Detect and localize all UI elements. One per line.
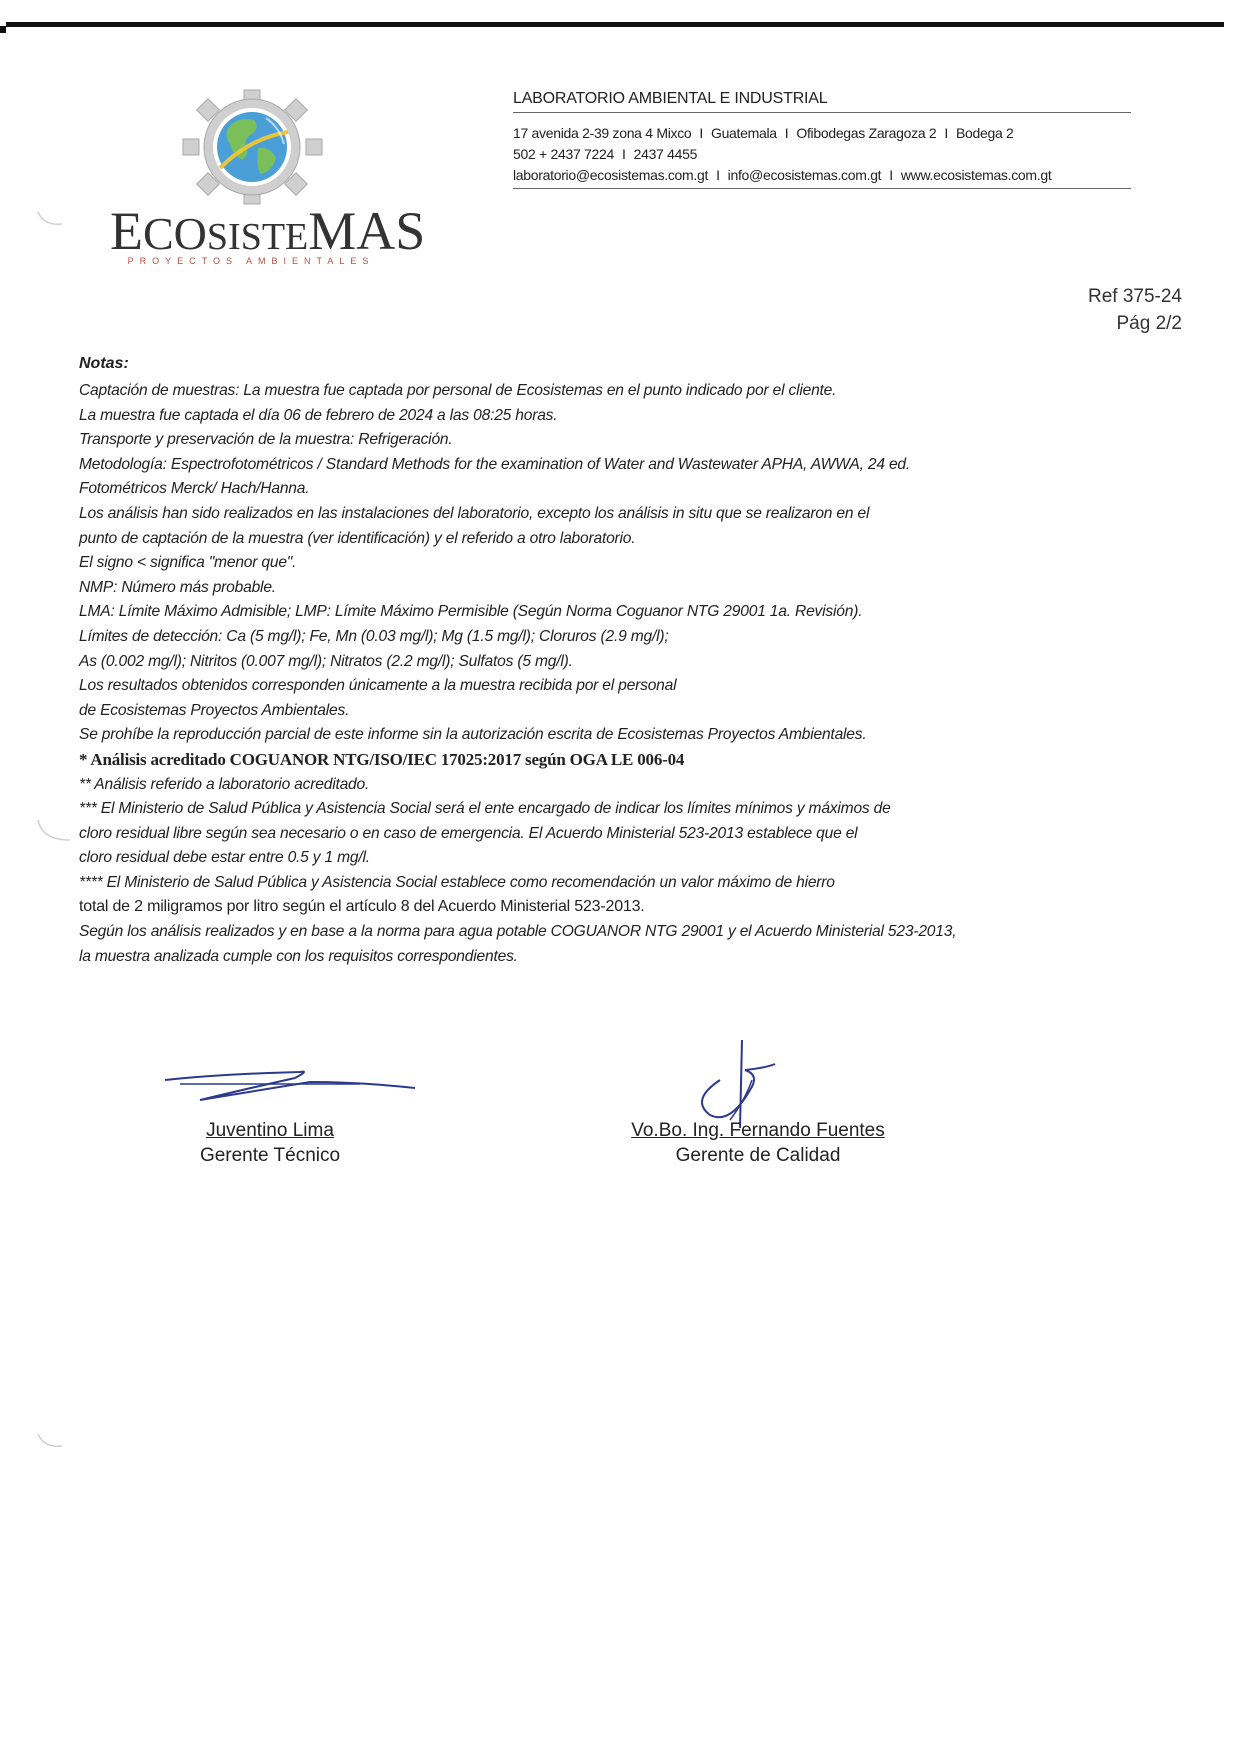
top-border-rule	[6, 22, 1224, 27]
signature-juventino-lima	[160, 1060, 420, 1110]
logo-wordmark: ECOSISTEMAS	[110, 201, 426, 261]
lab-name: LABORATORIO AMBIENTAL E INDUSTRIAL	[513, 90, 1131, 113]
email-link[interactable]: laboratorio@ecosistemas.com.gt	[513, 167, 709, 183]
page-number: Pág 2/2	[1116, 313, 1182, 334]
conclusion-note: Según los análisis realizados y en base a la norma para agua potable COGUANOR NTG 29001 y el Acuerdo Ministerial 523-2013,	[79, 923, 957, 941]
lab-header	[513, 90, 1131, 189]
note-line: La muestra fue captada el día 06 de febrero de 2024 a las 08:25 horas.	[79, 406, 558, 424]
address-line: 17 avenida 2-39 zona 4 Mixco I Guatemala I Ofibodegas Zaragoza 2 I Bodega 2	[513, 125, 1014, 141]
note-line: Captación de muestras: La muestra fue captada por personal de Ecosistemas en el punto indicado por el cliente.	[79, 382, 837, 399]
signature-block-technical	[180, 1118, 360, 1168]
email-link[interactable]: info@ecosistemas.com.gt	[727, 167, 882, 183]
signature-fernando-fuentes	[690, 1040, 790, 1130]
reference-block	[1088, 283, 1182, 337]
conclusion-note: la muestra analizada cumple con los requisitos correspondientes.	[79, 947, 518, 965]
phone-line: 502 + 2437 7224 I 2437 4455	[513, 146, 698, 162]
signer-name: Juventino Lima	[206, 1120, 334, 1141]
email-web-line: laboratorio@ecosistemas.com.gt I info@ecosistemas.com.gt I www.ecosistemas.com.gt	[513, 165, 1131, 189]
company-logo	[110, 88, 426, 268]
notes-title: Notas:	[79, 355, 129, 372]
chlorine-note: cloro residual libre según sea necesario o en caso de emergencia. El Acuerdo Ministerial 523-2013 establece que el	[79, 824, 858, 842]
note-line: El signo < significa "menor que".	[79, 554, 297, 572]
logo-tagline: PROYECTOS AMBIENTALES	[127, 256, 375, 266]
signer-role: Gerente Técnico	[199, 1145, 341, 1166]
note-line: NMP: Número más probable.	[79, 578, 276, 596]
note-line: As (0.002 mg/l); Nitritos (0.007 mg/l); Nitratos (2.2 mg/l); Sulfatos (5 mg/l).	[79, 652, 573, 670]
signer-name: Vo.Bo. Ing. Fernando Fuentes	[631, 1120, 885, 1141]
chlorine-note: cloro residual debe estar entre 0.5 y 1 mg/l.	[79, 849, 370, 867]
note-line: de Ecosistemas Proyectos Ambientales.	[79, 701, 350, 719]
gear-globe-icon	[180, 88, 325, 206]
note-line: punto de captación de la muestra (ver identificación) y el referido a otro laboratorio.	[79, 529, 636, 547]
note-line: Metodología: Espectrofotométricos / Standard Methods for the examination of Water and Wastewater APHA, AWWA, 24 ed.	[79, 455, 911, 473]
scan-hole-mark	[36, 208, 66, 228]
notes-section	[79, 355, 1159, 969]
scan-hole-mark	[36, 818, 72, 848]
iron-note: total de 2 miligramos por litro según el artículo 8 del Acuerdo Ministerial 523-2013.	[79, 898, 645, 916]
signature-block-quality	[618, 1118, 898, 1168]
iron-note: **** El Ministerio de Salud Pública y Asistencia Social establece como recomendación un valor máximo de hierro	[79, 873, 835, 891]
note-line: Se prohíbe la reproducción parcial de este informe sin la autorización escrita de Ecosistemas Proyectos Ambientales.	[79, 726, 867, 744]
scan-corner-mark	[0, 26, 6, 33]
reference-number: Ref 375-24	[1087, 286, 1182, 307]
accreditation-note: * Análisis acreditado COGUANOR NTG/ISO/IEC 17025:2017 según OGA LE 006-04	[79, 749, 685, 769]
signer-role: Gerente de Calidad	[675, 1145, 841, 1166]
note-line: Los resultados obtenidos corresponden únicamente a la muestra recibida por el personal	[79, 677, 677, 695]
referred-note: ** Análisis referido a laboratorio acreditado.	[79, 775, 370, 793]
note-line: Fotométricos Merck/ Hach/Hanna.	[79, 480, 310, 498]
website-link[interactable]: www.ecosistemas.com.gt	[900, 167, 1052, 183]
note-line: Límites de detección: Ca (5 mg/l); Fe, Mn (0.03 mg/l); Mg (1.5 mg/l); Cloruros (2.9 mg/l);	[79, 627, 669, 645]
note-line: LMA: Límite Máximo Admisible; LMP: Límite Máximo Permisible (Según Norma Coguanor NTG 29001 1a. Revisión).	[79, 603, 863, 621]
chlorine-note: *** El Ministerio de Salud Pública y Asistencia Social será el ente encargado de indicar los límites mínimos y máximos de	[79, 800, 891, 818]
scan-hole-mark	[36, 1430, 66, 1450]
note-line: Los análisis han sido realizados en las instalaciones del laboratorio, excepto los análisis in situ que se realizaron en el	[79, 504, 870, 522]
note-line: Transporte y preservación de la muestra: Refrigeración.	[79, 431, 453, 449]
contact-block	[513, 123, 1131, 189]
